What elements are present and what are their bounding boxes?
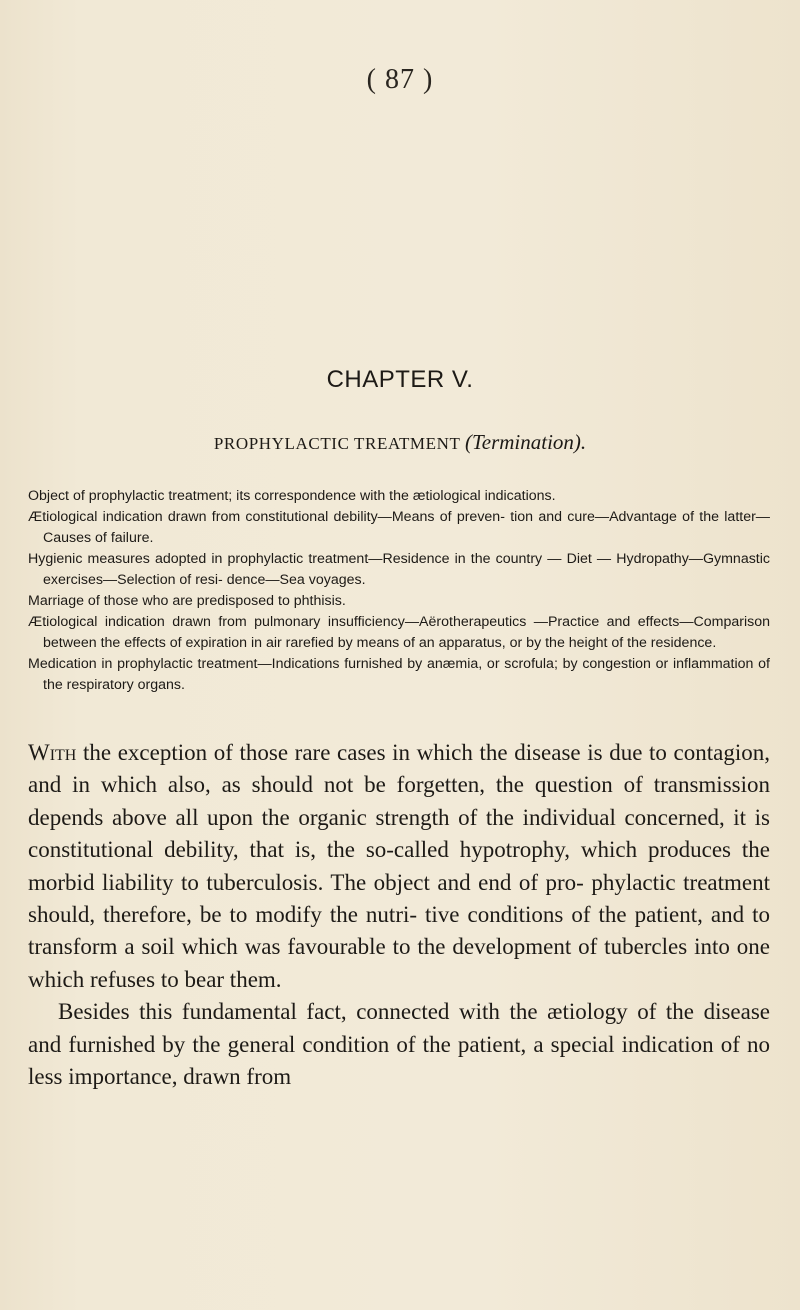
summary-item: Ætiological indication drawn from pulmonary insufficiency—Aërotherapeutics —Practice and effects—Comparison between the effects of expiration in air rarefied by means of an apparatus, or by the height of the residence. bbox=[28, 614, 770, 651]
body-paragraph bbox=[28, 737, 770, 996]
page-number: ( 87 ) bbox=[366, 64, 434, 95]
chapter-subtitle-paren: (Termination). bbox=[465, 430, 587, 454]
summary-item: Medication in prophylactic treatment—Indications furnished by anæmia, or scrofula; by congestion or inflammation of the respiratory organs. bbox=[28, 656, 770, 693]
chapter-title: CHAPTER V. bbox=[326, 366, 474, 393]
summary-item: Hygienic measures adopted in prophylactic treatment—Residence in the country — Diet — Hydropathy—Gymnastic exercises—Selection of resi- dence—Sea voyages. bbox=[28, 551, 770, 588]
body-paragraph: Besides this fundamental fact, connected with the ætiology of the disease and furnished by the general condition of the patient, a special indication of no less importance, drawn from bbox=[28, 999, 770, 1090]
paragraph-text: the exception of those rare cases in which the disease is due to contagion, and in which also, as should not be forgetten, the question of transmission depends above all upon the organic strength of the individual concerned, it is constitutional debility, that is, the so-called hypotrophy, which produces the morbid liability to tuberculosis. The object and end of pro- phylactic treatment should, therefore, be to modify the nutri- tive conditions of the patient, and to transform a soil which was favourable to the development of tubercles into one which refuses to bear them. bbox=[28, 740, 770, 992]
summary-item: Marriage of those who are predisposed to phthisis. bbox=[28, 593, 346, 609]
summary-item: Ætiological indication drawn from constitutional debility—Means of preven- tion and cure—Advantage of the latter—Causes of failure. bbox=[28, 509, 770, 546]
paragraph-lead: With bbox=[28, 740, 77, 765]
chapter-subtitle bbox=[0, 430, 800, 455]
summary-item: Object of prophylactic treatment; its correspondence with the ætiological indications. bbox=[28, 488, 556, 504]
chapter-subtitle-main: PROPHYLACTIC TREATMENT bbox=[213, 434, 461, 453]
body-text bbox=[28, 737, 770, 1093]
chapter-summary bbox=[28, 486, 770, 696]
